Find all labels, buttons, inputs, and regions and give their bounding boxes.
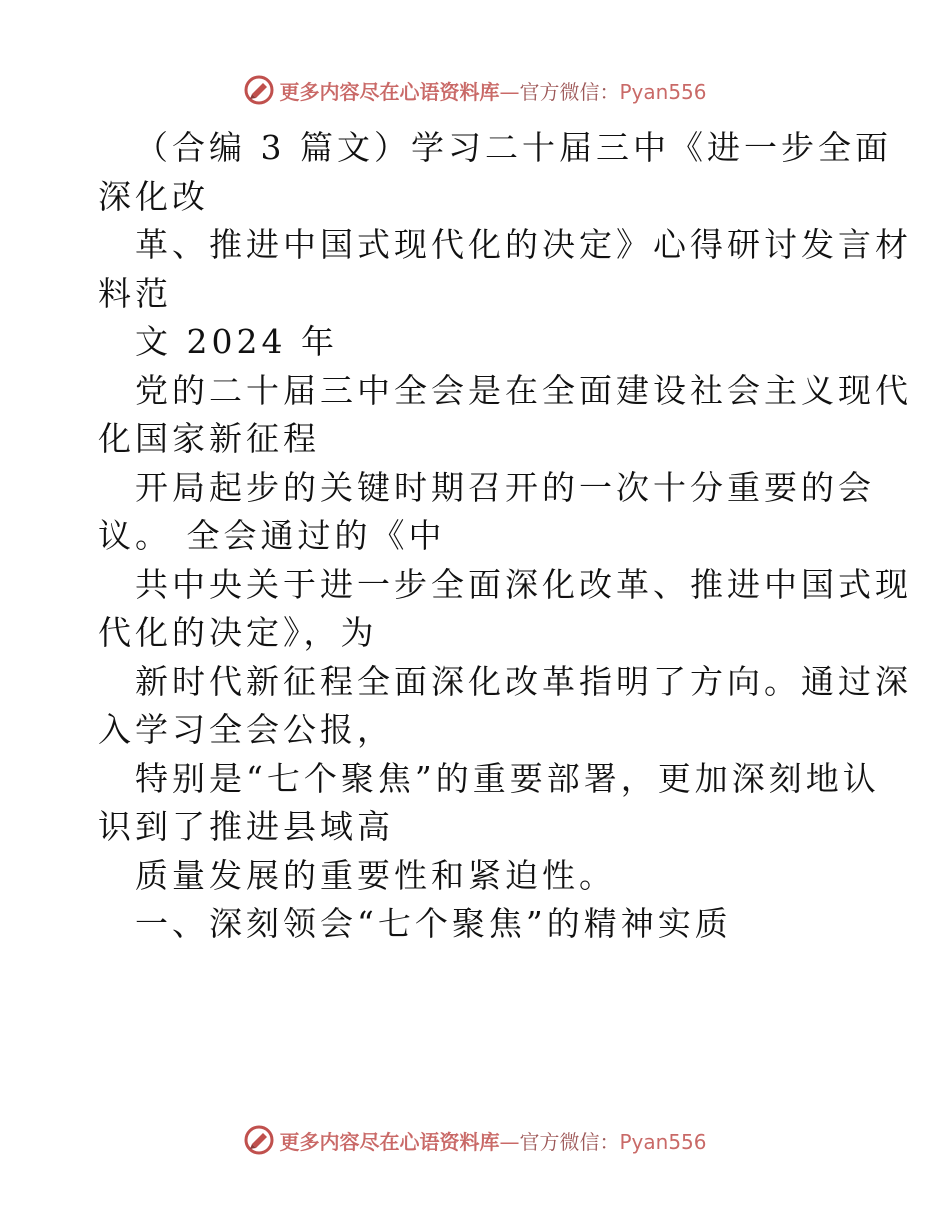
footer-watermark — [0, 1120, 950, 1160]
watermark-site-text: 更多内容尽在心语资料库 — [279, 1129, 500, 1154]
red-circle-pen-logo-icon — [243, 1124, 275, 1156]
text-line: 化国家新征程 — [98, 419, 320, 458]
text-line: 党的二十届三中全会是在全面建设社会主义现代 — [135, 370, 912, 410]
text-line: 共中央关于进一步全面深化改革、推进中国式现 — [135, 564, 912, 604]
text-line: 质量发展的重要性和紧迫性。 — [135, 855, 616, 895]
watermark-site-text: 更多内容尽在心语资料库 — [279, 79, 500, 104]
watermark-official-label: 官方微信： — [519, 79, 620, 104]
watermark-dash: — — [499, 79, 520, 104]
text-line: （合编 3 篇文）学习二十届三中《进一步全面 — [135, 128, 892, 167]
watermark-wechat-id: Pyan556 — [619, 1129, 707, 1154]
text-line: 议。 全会通过的《中 — [98, 516, 446, 555]
section-heading: 一、深刻领会“七个聚焦”的精神实质 — [135, 904, 732, 943]
text-line: 文 2024 年 — [135, 322, 338, 361]
text-line: 革、推进中国式现代化的决定》心得研讨发言材 — [135, 225, 912, 264]
watermark-dash: — — [499, 1129, 520, 1154]
red-circle-pen-logo-icon — [243, 74, 275, 106]
text-line: 入学习全会公报， — [98, 710, 394, 749]
text-line: 深化改 — [98, 176, 209, 216]
text-line: 新时代新征程全面深化改革指明了方向。通过深 — [135, 661, 912, 701]
text-line: 代化的决定》，为 — [98, 613, 378, 652]
watermark-official-label: 官方微信： — [519, 1129, 620, 1154]
watermark-wechat-id: Pyan556 — [619, 79, 707, 104]
watermark-text — [279, 76, 706, 105]
watermark-text — [279, 1126, 706, 1155]
text-line: 开局起步的关键时期召开的一次十分重要的会 — [135, 467, 875, 507]
text-line: 料范 — [98, 273, 172, 313]
header-watermark — [0, 70, 950, 110]
document-body — [98, 124, 912, 949]
text-line: 识到了推进县域高 — [98, 807, 394, 846]
text-line: 特别是“七个聚焦”的重要部署，更加深刻地认 — [135, 758, 880, 798]
